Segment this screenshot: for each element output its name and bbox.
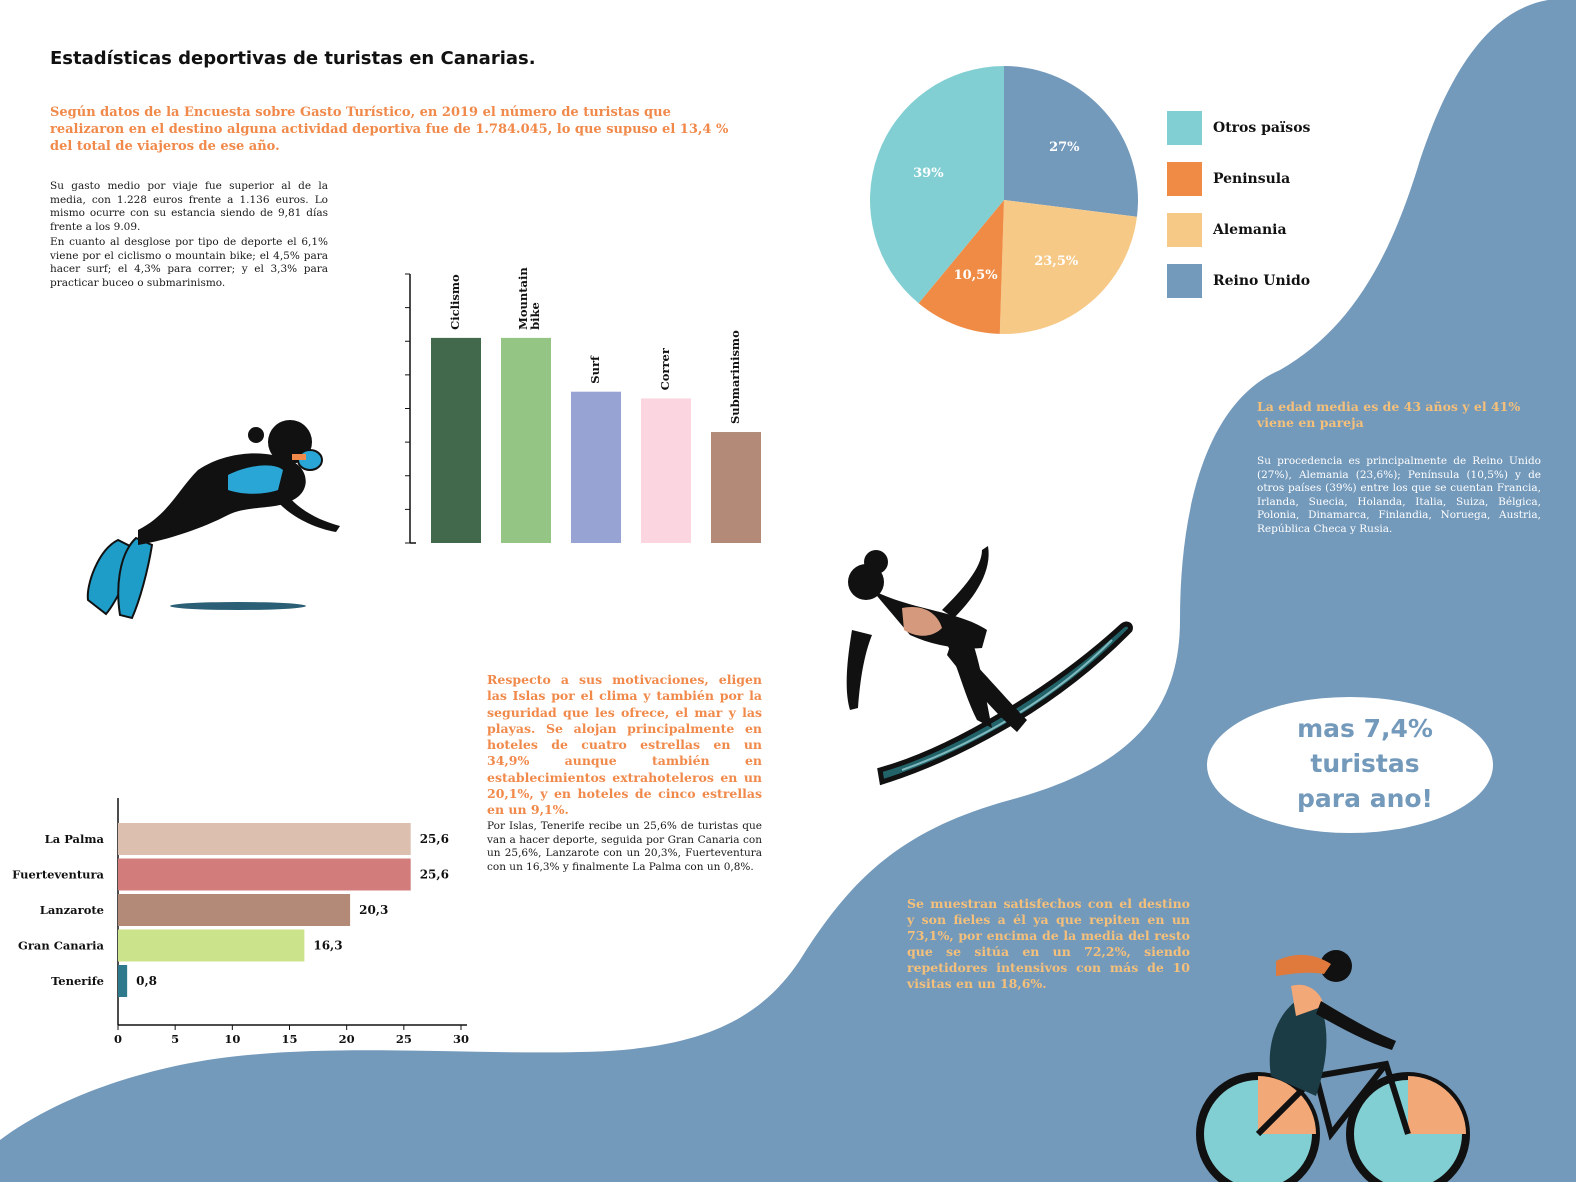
bubble-line-1: mas 7,4% [1297, 714, 1433, 743]
bar-category-label: Fuerteventura [12, 867, 104, 882]
legend-swatch [1167, 264, 1202, 298]
islas-paragraph: Por Islas, Tenerife recibe un 25,6% de turistas que van a hacer deporte, seguida por Gran Canaria con un 25,6%, Lanzarote con un 20,3%, Fuerteventura con un 16,3% y finalmente La Palma con un 0,8%. [487, 820, 762, 873]
bar [118, 965, 127, 997]
bar-value-label: 20,3 [359, 903, 389, 917]
bar [118, 859, 411, 891]
legend-item-otros [1167, 111, 1310, 145]
bar-value-label: 25,6 [419, 832, 449, 846]
bubble-text [1215, 711, 1515, 816]
bar-category-label: La Palma [44, 832, 104, 846]
x-tick-label: 0 [113, 1032, 123, 1046]
bubble-line-3: para ano! [1297, 784, 1433, 813]
islands-bar-chart [0, 790, 480, 1050]
legend-item-reino-unido [1167, 264, 1310, 298]
gasto-paragraph: Su gasto medio por viaje fue superior al de la media, con 1.228 euros frente a 1.136 euros. Lo mismo ocurre con su estancia siendo de 9,81 días frente a los 9.09. [50, 180, 328, 233]
bar-category-label: Submarinismo [728, 330, 742, 425]
lead-paragraph: Según datos de la Encuesta sobre Gasto Turístico, en 2019 el número de turistas que realizaron en el destino alguna actividad deportiva fue de 1.784.045, lo que supuso el 13,4 % del total de viajeros de ese año. [50, 105, 729, 154]
x-tick-label: 10 [224, 1032, 241, 1046]
bar [641, 398, 691, 543]
x-tick-label: 15 [281, 1032, 298, 1046]
x-tick-label: 20 [338, 1032, 355, 1046]
bar [501, 338, 551, 543]
bar-category-label: Mountainbike [516, 267, 542, 330]
pie-slice-label: 10,5% [953, 268, 998, 284]
desglose-paragraph: En cuanto al desglose por tipo de deporte el 6,1% viene por el ciclismo o mountain bike; el 4,5% para hacer surf; el 4,3% para correr; y el 3,3% para practicar buceo o submarinismo. [50, 236, 328, 289]
bar-value-label: 25,6 [419, 867, 449, 882]
bar-category-label: Tenerife [51, 974, 104, 988]
legend-swatch [1167, 111, 1202, 145]
bar [118, 894, 350, 926]
pie-slice-label: 23,5% [1034, 254, 1079, 270]
page-title: Estadísticas deportivas de turistas en Canarias. [50, 48, 536, 69]
legend-swatch [1167, 162, 1202, 196]
bubble-line-2: turistas [1310, 749, 1420, 778]
procedencia-paragraph: Su procedencia es principalmente de Reino Unido (27%), Alemania (23,6%); Península (10,5%) y de otros países (39%) entre los que se cuentan Francia, Irlanda, Suecia, Holanda, Italia, Suiza, Bélgica, Polonia, Dinamarca, Finlandia, Noruega, Austria, República Checa y Rusia. [1257, 455, 1541, 535]
x-tick-label: 25 [395, 1032, 412, 1046]
bar [431, 338, 481, 543]
pie-chart [868, 64, 1140, 336]
motivaciones-paragraph: Respecto a sus motivaciones, eligen las Islas por el clima y también por la seguridad que les ofrece, el mar y las playas. Se alojan principalmente en hoteles de cuatro estrellas en un 34,9% aunque también en establecimientos extrahoteleros en un 20,1%, y en hoteles de cinco estrellas en un 9,1%. [487, 672, 762, 818]
bar-category-label: Correr [658, 348, 672, 391]
bar-category-label: Surf [588, 356, 602, 384]
legend-label: Reino Unido [1213, 273, 1311, 289]
edad-heading: La edad media es de 43 años y el 41% viene en pareja [1257, 399, 1521, 430]
bar-category-label: Gran Canaria [18, 938, 104, 953]
legend-label: Alemania [1213, 222, 1287, 238]
satisfaccion-paragraph: Se muestran satisfechos con el destino y son fieles a él ya que repiten en un 73,1%, por encima de la media del resto que se sitúa en un 72,2%, siendo repetidores intensivos con más de 10 visitas en un 18,6%. [907, 896, 1190, 991]
bar [118, 930, 304, 962]
legend-label: Otros països [1213, 120, 1311, 136]
surfer-illustration [832, 520, 1142, 790]
bar [118, 823, 411, 855]
bar-category-label: Ciclismo [448, 274, 462, 330]
bar-value-label: 0,8 [136, 974, 158, 988]
cyclist-illustration [1196, 946, 1471, 1182]
pie-slice-label: 27% [1049, 139, 1080, 155]
x-tick-label: 5 [171, 1032, 180, 1046]
legend-item-peninsula [1167, 162, 1290, 196]
legend-label: Peninsula [1213, 171, 1291, 187]
legend-swatch [1167, 213, 1202, 247]
diver-illustration [78, 420, 348, 620]
pie-slice-label: 39% [913, 165, 944, 181]
x-tick-label: 30 [452, 1032, 470, 1046]
bar [711, 432, 761, 543]
sports-bar-chart [400, 262, 780, 552]
bar-category-label: Lanzarote [39, 903, 104, 917]
bar-value-label: 16,3 [313, 938, 343, 953]
legend-item-alemania [1167, 213, 1287, 247]
bar [571, 392, 621, 543]
